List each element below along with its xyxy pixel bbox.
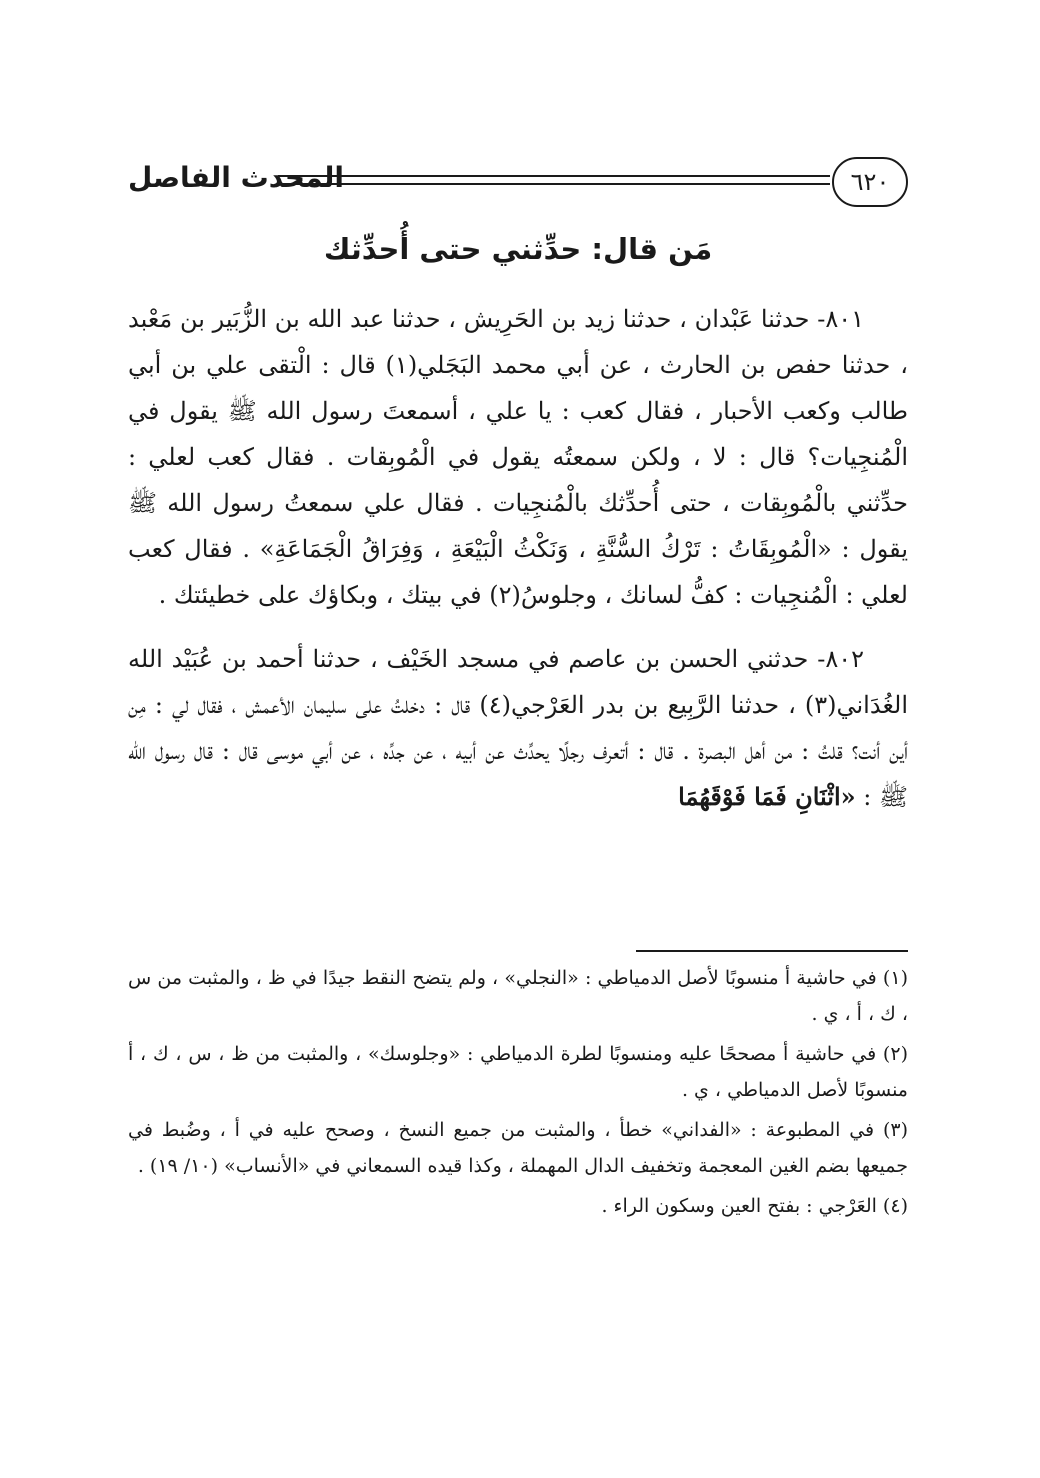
hadith-802 [128,636,908,820]
hadith-801: ٨٠١- حدثنا عَبْدان ، حدثنا زيد بن الحَرِيش ، حدثنا عبد الله بن الزُّبَير بن مَعْبد ، حدثنا حفص بن الحارث ، عن أبي محمد البَجَلي(١) قال : الْتقى علي بن أبي طالب وكعب الأحبار ، فقال كعب : يا علي ، أسمعتَ رسول الله ﷺ يقول في الْمُنجِيات؟ قال : لا ، ولكن سمعتُه يقول في الْمُوبِقات . فقال كعب لعلي : حدِّثني بالْمُوبِقات ، حتى أُحدِّثك بالْمُنجِيات . فقال علي سمعتُ رسول الله ﷺ يقول : «الْمُوبِقَاتُ : تَرْكُ السُّنَّةِ ، وَنَكْثُ الْبَيْعَةِ ، وَفِرَاقُ الْجَمَاعَةِ» . فقال كعب لعلي : الْمُنجِيات : كفُّ لسانك ، وجلوسُ(٢) في بيتك ، وبكاؤك على خطيئتك . [128,305,909,609]
running-title: المحدث الفاصل [128,161,344,194]
footnote-separator [636,950,908,952]
hadith-802-text: ٨٠٢- حدثني الحسن بن عاصم في مسجد الخَيْف ، حدثنا أحمد بن عُبَيْد الله الغُدَاني(٣) ، حدثنا الرَّبِيع بن بدر العَرْجي(٤) قال : دخلتُ على سليمان الأعمش ، فقال لي : مِن أين أنت؟ قلتُ : من أهل البصرة . قال : أتعرف رجلًا يحدِّث عن أبيه ، عن جدِّه ، عن أبي موسى قال : قال رسول الله ﷺ : [128,645,908,811]
footnote-3: (٣) في المطبوعة : «الفداني» خطأ ، والمثبت من جميع النسخ ، وصحح عليه في أ ، وضُبط في جميعها بضم الغين المعجمة وتخفيف الدال المهملة ، وكذا قيده السمعاني في «الأنساب» (١٠/ ١٩) . [128,1119,908,1177]
chapter-heading: مَن قال: حدِّثني حتى أُحدِّثك [323,232,713,266]
main-text [128,296,908,838]
footnote-2: (٢) في حاشية أ مصححًا عليه ومنسوبًا لطرة الدمياطي : «وجلوسك» ، والمثبت من ظ ، س ، ك ، أ منسوبًا لأصل الدمياطي ، ي . [128,1043,908,1101]
page-number: ٦٢٠ [832,157,908,207]
header-double-rule [278,175,830,185]
footnotes [128,960,908,1228]
hadith-802-quote: «اثْنَانِ فَمَا فَوْقَهُمَا [678,782,856,811]
running-header [128,157,908,213]
footnote-4: (٤) العَرْجي : بفتح العين وسكون الراء . [601,1195,908,1217]
footnote-1: (١) في حاشية أ منسوبًا لأصل الدمياطي : «النجلي» ، ولم يتضح النقط جيدًا في ظ ، والمثبت من س ، ك ، أ ، ي . [128,967,908,1025]
